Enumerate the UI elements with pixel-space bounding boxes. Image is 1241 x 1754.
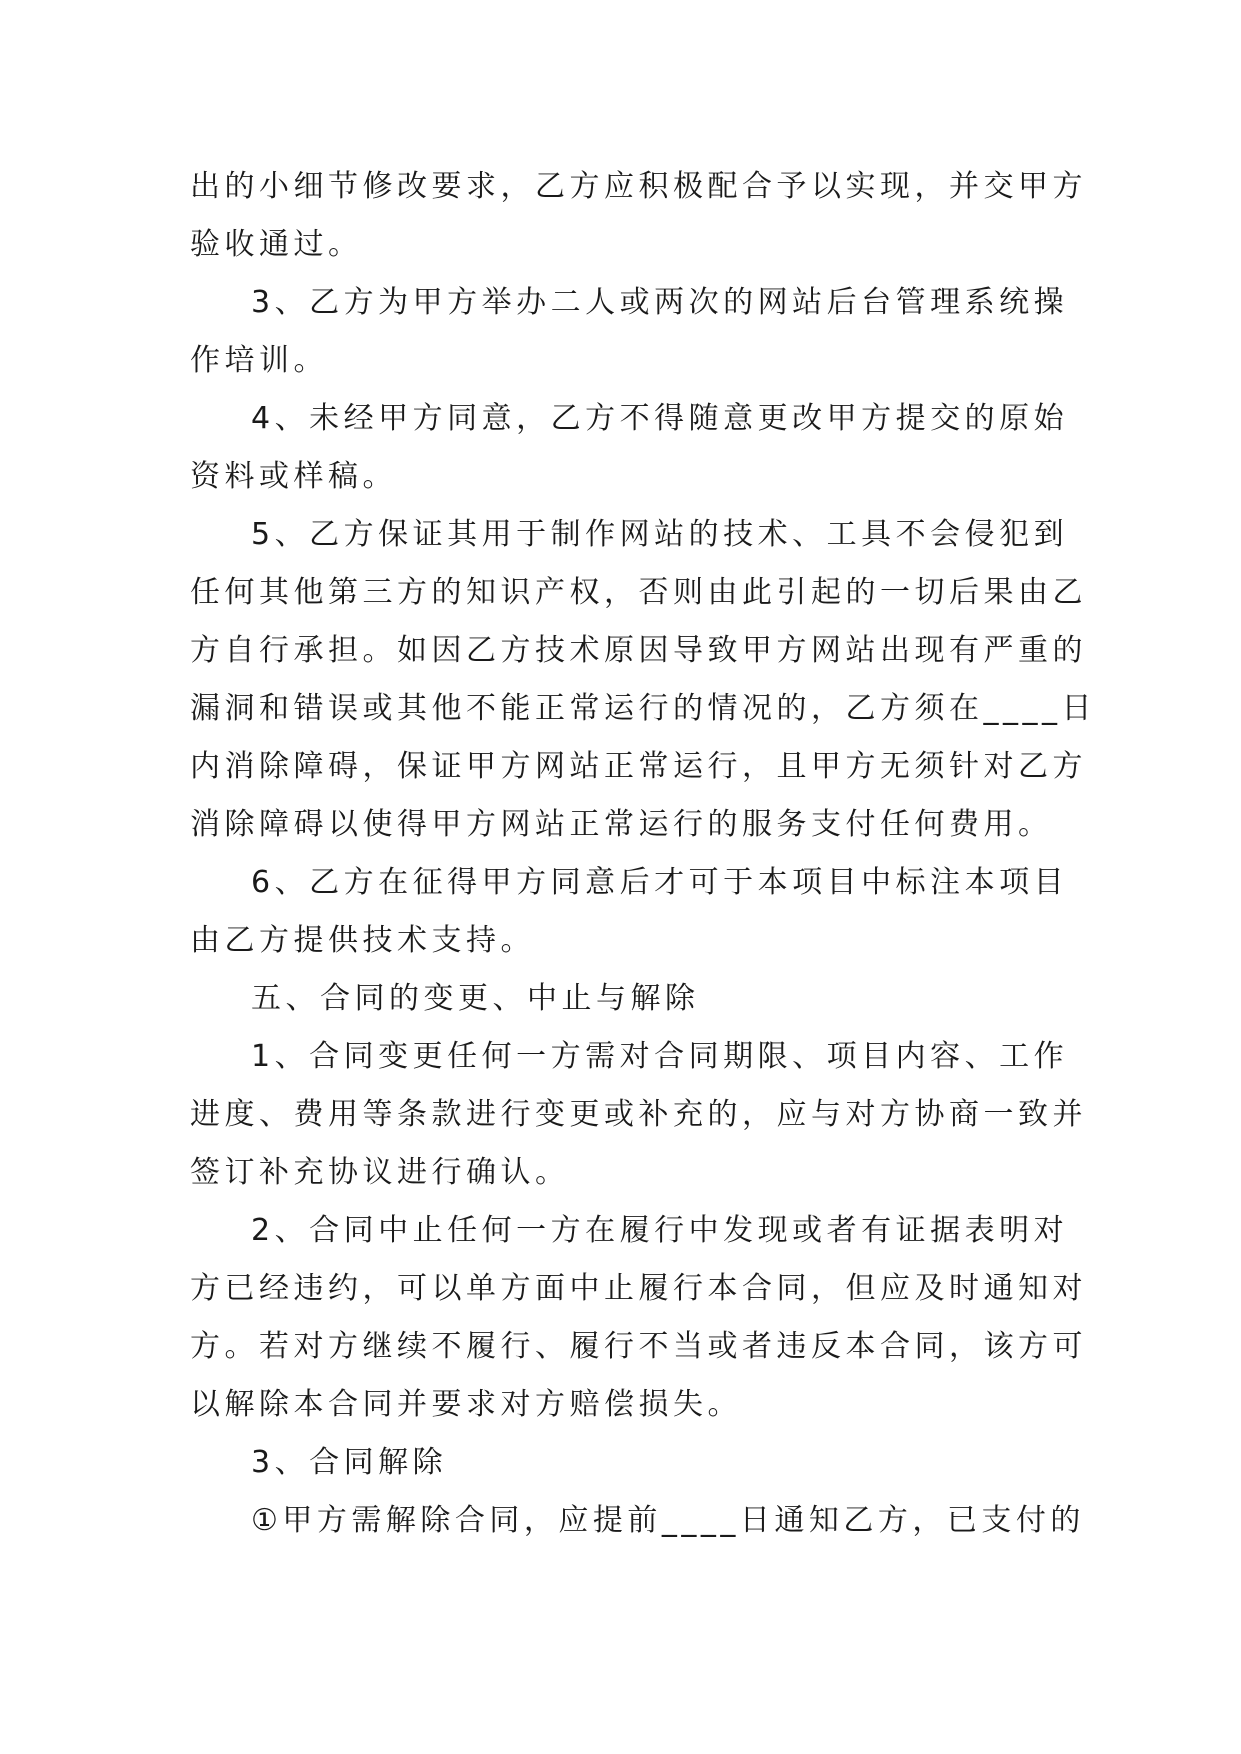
text-line: 任何其他第三方的知识产权，否则由此引起的一切后果由乙 (190, 575, 1087, 610)
text-line: 以解除本合同并要求对方赔偿损失。 (190, 1387, 742, 1422)
clause-4-text: 4、未经甲方同意，乙方不得随意更改甲方提交的原始 (251, 401, 1069, 436)
text-line: 方已经违约，可以单方面中止履行本合同，但应及时通知对 (190, 1271, 1087, 1306)
section-heading: 五、合同的变更、中止与解除 (251, 981, 700, 1016)
text-line: 由乙方提供技术支持。 (190, 923, 535, 958)
clause-6-text: 6、乙方在征得甲方同意后才可于本项目中标注本项目 (251, 865, 1069, 900)
document-page (190, 158, 1096, 1550)
text-line: 出的小细节修改要求，乙方应积极配合予以实现，并交甲方 (190, 169, 1087, 204)
clause-change-text: 1、合同变更任何一方需对合同期限、项目内容、工作 (251, 1039, 1069, 1074)
clause-terminate-heading: 3、合同解除 (251, 1445, 448, 1480)
text-line: 验收通过。 (190, 227, 363, 262)
text-line: 漏洞和错误或其他不能正常运行的情况的，乙方须在____日 (190, 691, 1096, 726)
clause-suspend-text: 2、合同中止任何一方在履行中发现或者有证据表明对 (251, 1213, 1069, 1248)
text-line: 消除障碍以使得甲方网站正常运行的服务支付任何费用。 (190, 807, 1053, 842)
text-line: 作培训。 (190, 343, 328, 378)
text-line: 进度、费用等条款进行变更或补充的，应与对方协商一致并 (190, 1097, 1087, 1132)
text-line: 方。若对方继续不履行、履行不当或者违反本合同，该方可 (190, 1329, 1087, 1364)
clause-terminate-item-1: ①甲方需解除合同，应提前____日通知乙方，已支付的 (251, 1503, 1085, 1538)
text-line: 资料或样稿。 (190, 459, 397, 494)
text-line: 方自行承担。如因乙方技术原因导致甲方网站出现有严重的 (190, 633, 1087, 668)
text-line: 内消除障碍，保证甲方网站正常运行，且甲方无须针对乙方 (190, 749, 1087, 784)
text-line: 签订补充协议进行确认。 (190, 1155, 570, 1190)
clause-5-text: 5、乙方保证其用于制作网站的技术、工具不会侵犯到 (251, 517, 1069, 552)
clause-3-text: 3、乙方为甲方举办二人或两次的网站后台管理系统操 (251, 285, 1069, 320)
